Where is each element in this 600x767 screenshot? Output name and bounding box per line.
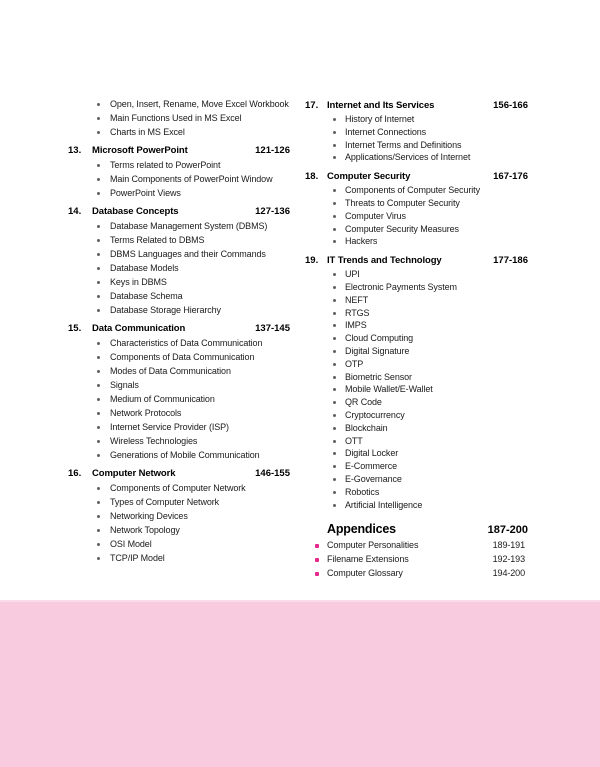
toc-subitem bbox=[68, 247, 290, 261]
bullet-icon bbox=[97, 426, 100, 429]
bullet-icon bbox=[333, 131, 336, 134]
toc-subitem bbox=[68, 261, 290, 275]
toc-subitem bbox=[68, 172, 290, 186]
bullet-icon bbox=[97, 295, 100, 298]
leading-subitems bbox=[68, 97, 290, 139]
subitem-label: IMPS bbox=[345, 320, 367, 331]
toc-subitem bbox=[68, 275, 290, 289]
chapter-number: 15. bbox=[68, 323, 82, 334]
subitem-label: Keys in DBMS bbox=[110, 277, 167, 287]
subitem-label: Components of Computer Security bbox=[345, 185, 480, 196]
appendix-label: Filename Extensions bbox=[327, 554, 409, 565]
bullet-icon bbox=[333, 324, 336, 327]
bullet-icon bbox=[97, 356, 100, 359]
chapter-heading-row bbox=[305, 254, 528, 268]
toc-subitem bbox=[305, 319, 528, 332]
toc-subitem bbox=[68, 97, 290, 111]
toc-chapter bbox=[305, 170, 528, 248]
bullet-icon bbox=[97, 412, 100, 415]
toc-subitem bbox=[68, 523, 290, 537]
bullet-icon bbox=[97, 178, 100, 181]
subitem-label: QR Code bbox=[345, 397, 382, 408]
chapter-heading-row bbox=[68, 205, 290, 219]
chapter-number: 17. bbox=[305, 100, 319, 111]
bullet-icon bbox=[333, 202, 336, 205]
bullet-icon bbox=[333, 465, 336, 468]
toc-subitem bbox=[68, 481, 290, 495]
toc-subitem bbox=[305, 126, 528, 139]
toc-subitem bbox=[305, 139, 528, 152]
subitem-label: Artificial Intelligence bbox=[345, 499, 423, 510]
bullet-icon bbox=[333, 427, 336, 430]
bullet-icon bbox=[97, 281, 100, 284]
bullet-icon bbox=[333, 144, 336, 147]
toc-subitem bbox=[305, 184, 528, 197]
subitem-label: Database Management System (DBMS) bbox=[110, 221, 268, 231]
subitem-label: History of Internet bbox=[345, 114, 415, 124]
bullet-icon bbox=[333, 156, 336, 159]
bullet-icon bbox=[97, 131, 100, 134]
chapter-heading-row bbox=[68, 467, 290, 481]
subitem-label: Charts in MS Excel bbox=[110, 127, 185, 137]
subitem-label: Terms related to PowerPoint bbox=[110, 160, 221, 170]
bullet-icon bbox=[333, 118, 336, 121]
appendix-item bbox=[305, 553, 528, 567]
appendix-page-range: 189-191 bbox=[492, 540, 525, 551]
subitem-label: UPI bbox=[345, 269, 360, 280]
bullet-icon bbox=[333, 240, 336, 243]
chapter-title: Internet and Its Services bbox=[327, 100, 435, 111]
bullet-icon bbox=[333, 388, 336, 391]
chapter-heading-row bbox=[68, 144, 290, 158]
subitem-label: Network Protocols bbox=[110, 408, 182, 418]
chapter-title: IT Trends and Technology bbox=[327, 255, 442, 267]
bullet-icon bbox=[97, 253, 100, 256]
subitem-label: Biometric Sensor bbox=[345, 371, 412, 382]
toc-subitem bbox=[305, 447, 528, 460]
toc-appendices bbox=[305, 521, 528, 580]
subitem-label: OTP bbox=[345, 358, 364, 369]
chapter-title: Computer Network bbox=[92, 468, 176, 479]
subitem-label: Modes of Data Communication bbox=[110, 366, 231, 376]
chapter-title: Computer Security bbox=[327, 171, 411, 183]
subitem-label: NEFT bbox=[345, 294, 369, 305]
subitem-label: RTGS bbox=[345, 307, 370, 318]
chapter-page-range: 167-176 bbox=[493, 171, 528, 183]
chapter-title: Database Concepts bbox=[92, 206, 179, 217]
toc-subitem bbox=[305, 332, 528, 345]
chapter-heading-row bbox=[68, 322, 290, 336]
bullet-icon bbox=[97, 454, 100, 457]
subitem-label: Internet Terms and Definitions bbox=[345, 139, 462, 150]
bullet-icon bbox=[97, 192, 100, 195]
toc-chapter bbox=[305, 254, 528, 511]
bullet-icon bbox=[97, 501, 100, 504]
toc-subitem bbox=[68, 186, 290, 200]
subitem-label: Database Schema bbox=[110, 291, 183, 301]
subitem-label: Types of Computer Network bbox=[110, 497, 220, 507]
chapter-page-range: 177-186 bbox=[493, 255, 528, 267]
toc-subitem bbox=[68, 434, 290, 448]
subitem-label: Mobile Wallet/E-Wallet bbox=[345, 384, 433, 395]
bullet-icon bbox=[333, 337, 336, 340]
appendices-heading-row bbox=[305, 521, 528, 539]
bullet-icon bbox=[333, 286, 336, 289]
toc-subitem bbox=[68, 392, 290, 406]
toc-subitem bbox=[68, 233, 290, 247]
toc-chapter bbox=[68, 205, 290, 317]
subitem-label: Digital Signature bbox=[345, 345, 410, 356]
bullet-icon bbox=[97, 487, 100, 490]
subitem-label: Database Storage Hierarchy bbox=[110, 305, 221, 315]
bullet-icon bbox=[333, 312, 336, 315]
bullet-icon bbox=[97, 529, 100, 532]
subitem-label: Wireless Technologies bbox=[110, 436, 198, 446]
bullet-icon bbox=[97, 164, 100, 167]
appendix-label: Computer Glossary bbox=[327, 567, 403, 578]
subitem-label: Generations of Mobile Communication bbox=[110, 450, 260, 460]
bullet-icon bbox=[333, 376, 336, 379]
chapter-number: 19. bbox=[305, 255, 319, 267]
toc-subitem bbox=[68, 158, 290, 172]
chapter-page-range: 121-126 bbox=[255, 145, 290, 156]
subitem-label: Cloud Computing bbox=[345, 333, 414, 344]
toc-subitem bbox=[305, 294, 528, 307]
bullet-icon bbox=[333, 478, 336, 481]
toc-subitem bbox=[68, 378, 290, 392]
subitem-label: Threats to Computer Security bbox=[345, 197, 460, 208]
bullet-icon bbox=[97, 309, 100, 312]
toc-subitem bbox=[305, 460, 528, 473]
subitem-label: Blockchain bbox=[345, 422, 388, 433]
appendices-page-range: 187-200 bbox=[487, 524, 528, 537]
bullet-icon bbox=[97, 370, 100, 373]
bullet-icon bbox=[333, 440, 336, 443]
toc-subitem bbox=[305, 371, 528, 384]
toc-subitem bbox=[305, 422, 528, 435]
subitem-label: Database Models bbox=[110, 263, 179, 273]
toc-subitem bbox=[305, 235, 528, 248]
toc-subitem bbox=[68, 364, 290, 378]
subitem-label: Medium of Communication bbox=[110, 394, 215, 404]
appendix-item bbox=[305, 539, 528, 553]
toc-subitem bbox=[305, 358, 528, 371]
appendix-bullet-icon bbox=[315, 572, 319, 576]
bullet-icon bbox=[97, 342, 100, 345]
subitem-label: E-Commerce bbox=[345, 461, 398, 472]
bullet-icon bbox=[97, 515, 100, 518]
chapter-page-range: 156-166 bbox=[493, 100, 528, 111]
bullet-icon bbox=[333, 350, 336, 353]
chapter-number: 16. bbox=[68, 468, 82, 479]
toc-subitem bbox=[68, 111, 290, 125]
toc-chapter bbox=[305, 99, 528, 164]
subitem-label: Characteristics of Data Communication bbox=[110, 338, 263, 348]
toc-subitem bbox=[305, 210, 528, 223]
bullet-icon bbox=[333, 189, 336, 192]
bullet-icon bbox=[333, 504, 336, 507]
chapter-number: 14. bbox=[68, 206, 82, 217]
chapter-title: Microsoft PowerPoint bbox=[92, 145, 188, 156]
toc-subitem bbox=[305, 435, 528, 448]
chapter-title: Data Communication bbox=[92, 323, 186, 334]
toc-chapter bbox=[68, 467, 290, 565]
toc-subitem bbox=[68, 420, 290, 434]
bullet-icon bbox=[333, 363, 336, 366]
bullet-icon bbox=[97, 543, 100, 546]
bullet-icon bbox=[97, 239, 100, 242]
bullet-icon bbox=[333, 215, 336, 218]
chapter-number: 13. bbox=[68, 145, 82, 156]
bullet-icon bbox=[97, 117, 100, 120]
toc-subitem bbox=[68, 495, 290, 509]
toc-subitem bbox=[305, 345, 528, 358]
subitem-label: TCP/IP Model bbox=[110, 553, 165, 563]
bullet-icon bbox=[333, 491, 336, 494]
subitem-label: DBMS Languages and their Commands bbox=[110, 249, 266, 259]
bullet-icon bbox=[333, 228, 336, 231]
toc-subitem bbox=[305, 486, 528, 499]
chapter-page-range: 137-145 bbox=[255, 323, 290, 334]
toc-subitem bbox=[68, 537, 290, 551]
subitem-label: Digital Locker bbox=[345, 448, 399, 459]
chapter-heading-row bbox=[305, 99, 528, 113]
toc-left-column bbox=[68, 97, 290, 565]
chapter-page-range: 146-155 bbox=[255, 468, 290, 479]
toc-subitem bbox=[68, 303, 290, 317]
toc-subitem bbox=[305, 499, 528, 512]
subitem-label: Terms Related to DBMS bbox=[110, 235, 205, 245]
footer-pink-band bbox=[0, 600, 600, 767]
subitem-label: Applications/Services of Internet bbox=[345, 152, 471, 163]
bullet-icon bbox=[97, 398, 100, 401]
toc-subitem bbox=[305, 281, 528, 294]
bullet-icon bbox=[97, 440, 100, 443]
bullet-icon bbox=[97, 267, 100, 270]
toc-right-column bbox=[305, 99, 528, 581]
subitem-label: Cryptocurrency bbox=[345, 409, 405, 420]
subitem-label: Internet Connections bbox=[345, 126, 427, 137]
subitem-label: Network Topology bbox=[110, 525, 180, 535]
toc-subitem bbox=[305, 223, 528, 236]
bullet-icon bbox=[333, 299, 336, 302]
appendix-label: Computer Personalities bbox=[327, 540, 419, 551]
toc-chapter bbox=[68, 144, 290, 200]
subitem-label: Open, Insert, Rename, Move Excel Workbook bbox=[110, 99, 289, 109]
toc-subitem bbox=[305, 383, 528, 396]
chapter-page-range: 127-136 bbox=[255, 206, 290, 217]
toc-subitem bbox=[305, 473, 528, 486]
subitem-label: Internet Service Provider (ISP) bbox=[110, 422, 229, 432]
appendices-title: Appendices bbox=[327, 522, 396, 537]
toc-subitem bbox=[68, 350, 290, 364]
subitem-label: PowerPoint Views bbox=[110, 188, 181, 198]
toc-subitem bbox=[68, 448, 290, 462]
subitem-label: OSI Model bbox=[110, 539, 152, 549]
subitem-label: Robotics bbox=[345, 486, 380, 497]
appendix-page-range: 194-200 bbox=[492, 567, 525, 578]
subitem-label: Signals bbox=[110, 380, 139, 390]
toc-subitem bbox=[68, 509, 290, 523]
toc-subitem bbox=[305, 151, 528, 164]
appendix-bullet-icon bbox=[315, 544, 319, 548]
toc-subitem bbox=[305, 409, 528, 422]
toc-subitem bbox=[305, 268, 528, 281]
bullet-icon bbox=[97, 557, 100, 560]
bullet-icon bbox=[333, 273, 336, 276]
subitem-label: Computer Security Measures bbox=[345, 223, 459, 234]
subitem-label: Main Functions Used in MS Excel bbox=[110, 113, 242, 123]
bullet-icon bbox=[97, 225, 100, 228]
bullet-icon bbox=[97, 384, 100, 387]
subitem-label: E-Governance bbox=[345, 473, 402, 484]
toc-subitem bbox=[68, 406, 290, 420]
subitem-label: Networking Devices bbox=[110, 511, 188, 521]
subitem-label: OTT bbox=[345, 435, 363, 446]
subitem-label: Computer Virus bbox=[345, 210, 406, 221]
toc-chapter bbox=[68, 322, 290, 462]
chapter-number: 18. bbox=[305, 171, 319, 183]
toc-subitem bbox=[305, 396, 528, 409]
appendix-page-range: 192-193 bbox=[492, 554, 525, 565]
subitem-label: Components of Data Communication bbox=[110, 352, 255, 362]
toc-subitem bbox=[68, 551, 290, 565]
bullet-icon bbox=[333, 452, 336, 455]
toc-subitem bbox=[68, 125, 290, 139]
toc-subitem bbox=[68, 336, 290, 350]
bullet-icon bbox=[333, 401, 336, 404]
chapter-heading-row bbox=[305, 170, 528, 184]
subitem-label: Main Components of PowerPoint Window bbox=[110, 174, 273, 184]
bullet-icon bbox=[333, 414, 336, 417]
appendix-bullet-icon bbox=[315, 558, 319, 562]
subitem-label: Hackers bbox=[345, 236, 378, 247]
toc-subitem bbox=[305, 113, 528, 126]
toc-subitem bbox=[68, 289, 290, 303]
subitem-label: Components of Computer Network bbox=[110, 483, 246, 493]
subitem-label: Electronic Payments System bbox=[345, 281, 457, 292]
appendix-item bbox=[305, 567, 528, 581]
toc-subitem bbox=[68, 219, 290, 233]
toc-subitem bbox=[305, 197, 528, 210]
bullet-icon bbox=[97, 103, 100, 106]
toc-subitem bbox=[305, 307, 528, 320]
